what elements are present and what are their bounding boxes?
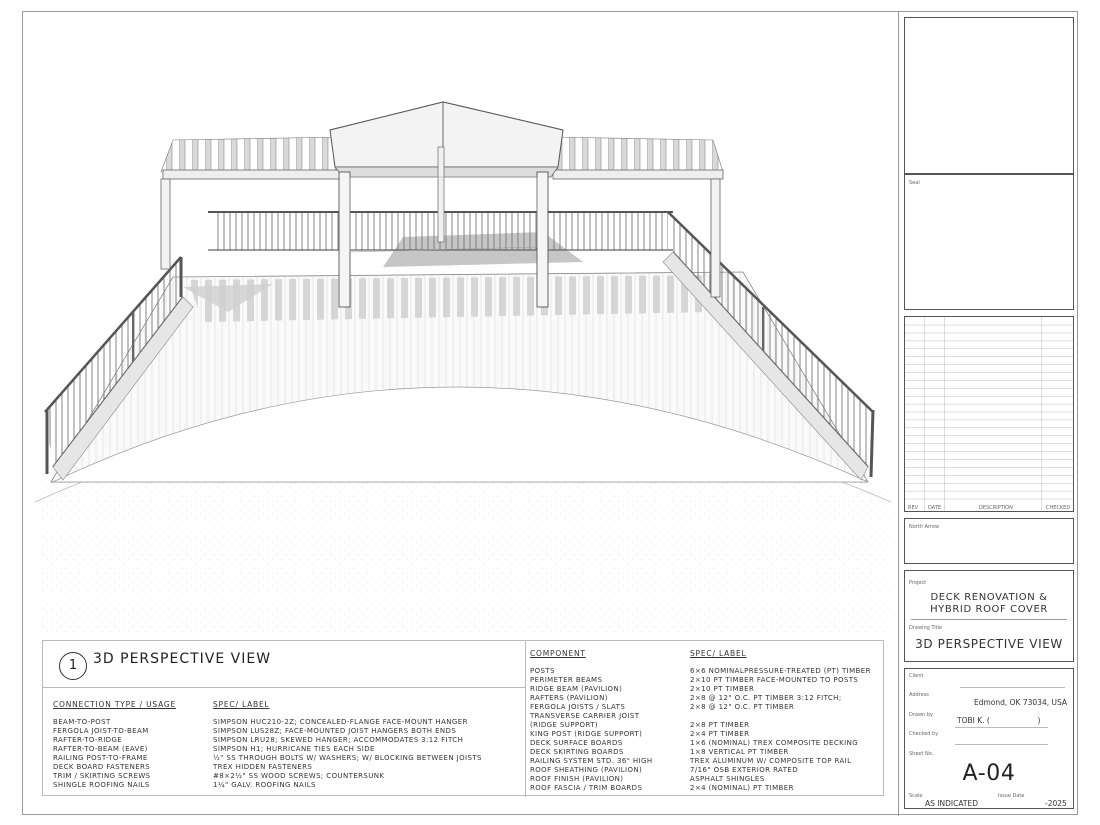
issue-date-value: -2025 (1045, 799, 1067, 808)
checked-by-label: Checked by (909, 731, 939, 737)
client-label: Client (909, 673, 924, 679)
legend-divider (43, 687, 525, 688)
component-name-cell: ROOF FINISH (PAVILION) (530, 775, 624, 783)
component-name-cell: RAILING SYSTEM STD. 36" HIGH (530, 757, 653, 765)
connection-spec-cell: ½" SS THROUGH BOLTS W/ WASHERS; W/ BLOCKING BETWEEN JOISTS (213, 754, 482, 762)
address-label: Address (909, 692, 929, 698)
component-name-cell: KING POST (RIDGE SUPPORT) (530, 730, 643, 738)
component-spec-cell: 6×6 NOMINALPRESSURE-TREATED (PT) TIMBER (690, 667, 871, 675)
component-spec-cell: 2×8 PT TIMBER (690, 721, 750, 729)
project-label: Project (909, 580, 927, 586)
project-box (904, 570, 1074, 662)
component-name-cell: ROOF SHEATHING (PAVILION) (530, 766, 643, 774)
revision-grid (905, 317, 1073, 511)
component-spec-cell: TREX ALUMINUM W/ COMPOSITE TOP RAIL (690, 757, 852, 765)
checked-by-line (955, 744, 1048, 745)
drawing-title-label: Drawing Title (909, 625, 943, 631)
scale-value: AS INDICATED (925, 799, 978, 808)
view-title: 3D PERSPECTIVE VIEW (93, 651, 272, 667)
view-number-bubble: 1 (59, 652, 87, 680)
connection-type-cell: SHINGLE ROOFING NAILS (53, 781, 150, 789)
connection-type-cell: FERGOLA JOIST-TO-BEAM (53, 727, 149, 735)
connection-spec-cell: #8×2½" SS WOOD SCREWS; COUNTERSUNK (213, 772, 385, 780)
component-name-cell: RAFTERS (PAVILION) (530, 694, 608, 702)
connection-type-cell: RAFTER-TO-RIDGE (53, 736, 123, 744)
component-name-cell: DECK SURFACE BOARDS (530, 739, 623, 747)
connection-spec-cell: SIMPSON LUS28Z; FACE-MOUNTED JOIST HANGERS BOTH ENDS (213, 727, 457, 735)
client-line (960, 687, 1065, 688)
info-box (904, 668, 1074, 809)
component-name-cell: ROOF FASCIA / TRIM BOARDS (530, 784, 643, 792)
connection-type-header: CONNECTION TYPE / USAGE (53, 700, 177, 709)
component-name-cell: RIDGE BEAM (PAVILION) (530, 685, 623, 693)
seal-label: Seal (909, 180, 920, 186)
component-spec-cell: 2×10 PT TIMBER (690, 685, 755, 693)
component-spec-cell: 2×10 PT TIMBER FACE-MOUNTED TO POSTS (690, 676, 859, 684)
project-divider (911, 619, 1067, 620)
component-name-cell: POSTS (530, 667, 555, 675)
north-arrow-label: North Arrow (909, 524, 940, 530)
legend-panel (42, 640, 884, 796)
connection-spec-cell: SIMPSON LRU28; SKEWED HANGER; ACCOMMODATES 3:12 FITCH (213, 736, 464, 744)
seal-box (904, 174, 1074, 310)
component-name-cell: PERIMETER BEAMS (530, 676, 603, 684)
scale-label: Scale (909, 793, 923, 799)
connection-type-cell: TRIM / SKIRTING SCREWS (53, 772, 151, 780)
connection-spec-cell: SIMPSON HUC210-2Z; CONCEALED-FLANGE FACE-MOUNT HANGER (213, 718, 468, 726)
component-spec-cell: 2×8 @ 12" O.C. PT TIMBER 3:12 FITCH; (690, 694, 842, 702)
connection-spec-cell: SIMPSON H1; HURRICANE TIES EACH SIDE (213, 745, 375, 753)
address-value: Edmond, OK 73034, USA (973, 698, 1067, 707)
component-header: COMPONENT (530, 649, 586, 658)
component-spec-cell: 2×4 (NOMINAL) PT TIMBER (690, 784, 794, 792)
rev-header-checked: CHECKED (1046, 505, 1071, 511)
connection-spec-header: SPEC/ LABEL (213, 700, 270, 709)
component-spec-cell: ASPHALT SHINGLES (690, 775, 765, 783)
revision-table (904, 316, 1074, 512)
component-name-cell: TRANSVERSE CARRIER JOIST (530, 712, 640, 720)
sheet-number: A-04 (962, 761, 1016, 786)
connection-type-cell: DECK BOARD FASTENERS (53, 763, 151, 771)
drawn-by-line (955, 727, 1048, 728)
component-spec-cell: 2×8 @ 12" O.C. PT TIMBER (690, 703, 795, 711)
legend-vertical-divider (525, 641, 526, 797)
connection-type-cell: RAFTER-TO-BEAM (EAVE) (53, 745, 148, 753)
project-line-2: HYBRID ROOF COVER (930, 604, 1048, 615)
title-block (898, 12, 1079, 816)
component-spec-cell: 7/16" OSB EXTERIOR RATED (690, 766, 798, 774)
rev-header-date: DATE (928, 505, 942, 511)
component-spec-cell: 1×6 (NOMINAL) TREX COMPOSITE DECKING (690, 739, 859, 747)
north-arrow-box (904, 518, 1074, 564)
rev-header-rev: REV (908, 505, 919, 511)
component-name-cell: (RIDGE SUPPORT) (530, 721, 599, 729)
component-spec-header: SPEC/ LABEL (690, 649, 747, 658)
connection-type-cell: RAILING POST-TO-FRAME (53, 754, 148, 762)
issue-date-label: Issue Date (998, 793, 1025, 799)
component-name-cell: DECK SKIRTING BOARDS (530, 748, 624, 756)
component-spec-cell: 2×4 PT TIMBER (690, 730, 750, 738)
drawn-by-label: Drawn by (909, 712, 933, 718)
component-name-cell: FERGOLA JOISTS / SLATS (530, 703, 626, 711)
sheet-no-label: Sheet No. (909, 751, 934, 757)
drawn-by-value: TOBI K. ( ) (957, 716, 1041, 725)
component-spec-cell: 1×8 VERTICAL PT TIMBER (690, 748, 789, 756)
connection-spec-cell: 1¼" GALV. ROOFING NAILS (213, 781, 316, 789)
drawing-sheet (22, 11, 1078, 815)
logo-box (904, 17, 1074, 174)
project-line-1: DECK RENOVATION & (930, 592, 1048, 603)
rev-header-description: DESCRIPTION (979, 505, 1013, 511)
connection-spec-cell: TREX HIDDEN FASTENERS (213, 763, 313, 771)
connection-type-cell: BEAM-TO-POST (53, 718, 111, 726)
drawing-title: 3D PERSPECTIVE VIEW (915, 637, 1063, 651)
